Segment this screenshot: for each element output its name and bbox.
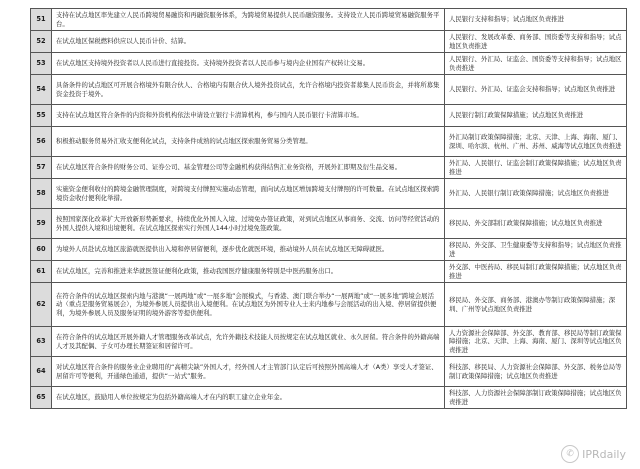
table-row [31, 179, 627, 209]
responsible-departments: 外交部、中医药局、移民局制订政策保障措施；试点地区负责推进 [445, 261, 627, 283]
measure-description: 支持在试点地区符合条件的内资和外资机构依法申请设立银行卡清算机构，参与国内人民币银行卡清算市场。 [52, 105, 445, 127]
policy-table-body [31, 9, 627, 409]
wechat-icon: ✆ [561, 445, 579, 463]
table-row [31, 31, 627, 53]
responsible-departments: 科技部、移民局、人力资源社会保障部、外交部、税务总局等制订政策保障措施；试点地区负责推进 [445, 357, 627, 387]
row-number: 58 [31, 179, 52, 209]
measure-description: 在试点地区，鼓励用人单位按规定为包括外籍高端人才在内的职工建立企业年金。 [52, 387, 445, 409]
watermark-text: IPRdaily [582, 447, 626, 461]
measure-description: 在试点地区，完善和推进来华就医签证便利化政策，推动我国医疗健康服务特别是中医药服务出口。 [52, 261, 445, 283]
measure-description: 积极推动服务贸易外汇收支便利化试点，支持条件成熟的试点地区探索服务贸易分类管理。 [52, 127, 445, 157]
row-number: 53 [31, 53, 52, 75]
measure-description: 在符合条件的试点地区探索内地与港澳“一展两地”或“一展多地”会展模式，与香港、澳门联合举办“一展两地”或“一展多地”跨境会展活动（重点是服务贸易展会），为境外参展人员提供出入境便利。在试点地区为外国专业人士来内地参与会展活动的出入境、停居留提供便利，为境外参展人员及服务证明的境外游客等提供便利。 [52, 283, 445, 327]
responsible-departments: 外汇局制订政策保障措施；北京、天津、上海、海南、厦门、深圳、哈尔滨、杭州、广州、苏州、威海等试点地区负责推进 [445, 127, 627, 157]
responsible-departments: 人民银行、发展改革委、商务部、国资委等支持和指导；试点地区负责推进 [445, 31, 627, 53]
measure-description: 在符合条件的试点地区开展外籍人才管理服务改革试点，允许外籍技术技能人员按规定在试点地区就业、永久居留。符合条件的外籍高端人才及其配偶、子女可办理长期签证和居留许可。 [52, 327, 445, 357]
measure-description: 具备条件的试点地区可开展合格境外有限合伙人、合格境内有限合伙人境外投资试点，允许合格境内投资者募集人民币资金，并将所募集资金投资于境外。 [52, 75, 445, 105]
row-number: 65 [31, 387, 52, 409]
watermark [561, 445, 626, 463]
row-number: 61 [31, 261, 52, 283]
row-number: 60 [31, 239, 52, 261]
responsible-departments: 人民银行、外汇局、证监会支持和指导；试点地区负责推进 [445, 75, 627, 105]
measure-description: 对试点地区符合条件的服务业企业聘用的“高精尖缺”外国人才，经外国人才主管部门认定后可按照外国高端人才（A类）享受人才签证、居留许可等便利，开通绿色通道，提供“一站式”服务。 [52, 357, 445, 387]
responsible-departments: 人民银行、外汇局、证监会、国资委等支持和指导；试点地区负责推进 [445, 53, 627, 75]
measure-description: 在试点地区支持境外投资者以人民币进行直接投资。支持境外投资者以人民币参与境内企业国有产权转让交易。 [52, 53, 445, 75]
responsible-departments: 科技部、人力资源社会保障部制订政策保障措施；试点地区负责推进 [445, 387, 627, 409]
table-row [31, 283, 627, 327]
row-number: 63 [31, 327, 52, 357]
table-row [31, 387, 627, 409]
table-row [31, 327, 627, 357]
measure-description: 在试点地区符合条件的财务公司、证券公司、基金管理公司等金融机构获得结售汇业务资格，开展外汇即期及衍生品交易。 [52, 157, 445, 179]
table-row [31, 9, 627, 31]
measure-description: 实施资金便利收付的跨境金融管理制度，对跨境支付牌照实施动态管理，面向试点地区增加跨境支付牌照的许可数量。在试点地区探索跨境资金收付便利化举措。 [52, 179, 445, 209]
policy-table [30, 8, 627, 409]
table-row [31, 75, 627, 105]
responsible-departments: 人力资源社会保障部、外交部、教育部、移民局等制订政策保障措施；北京、天津、上海、海南、厦门、深圳等试点地区负责推进 [445, 327, 627, 357]
responsible-departments: 移民局、外交部、商务部、港澳办等制订政策保障措施；深圳、广州等试点地区负责推进 [445, 283, 627, 327]
row-number: 51 [31, 9, 52, 31]
row-number: 64 [31, 357, 52, 387]
row-number: 54 [31, 75, 52, 105]
row-number: 55 [31, 105, 52, 127]
responsible-departments: 人民银行支持和指导；试点地区负责推进 [445, 9, 627, 31]
table-row [31, 53, 627, 75]
table-row [31, 261, 627, 283]
row-number: 59 [31, 209, 52, 239]
table-row [31, 157, 627, 179]
row-number: 56 [31, 127, 52, 157]
measure-description: 支持在试点地区率先建立人民币跨境贸易融资和再融资服务体系，为跨境贸易提供人民币融资服务。支持设立人民币跨境贸易融资服务平台。 [52, 9, 445, 31]
responsible-departments: 移民局、外交部、卫生健康委等支持和指导；试点地区负责推进 [445, 239, 627, 261]
measure-description: 按照国家深化改革扩大开放新形势新要求，持续优化外国人入境、过境免办签证政策，对到试点地区从事商务、交流、访问等经贸活动的外国人提供入境和出境便利。在试点地区探索实行外国人144小时过境免签政策。 [52, 209, 445, 239]
responsible-departments: 移民局、外交部制订政策保障措施；试点地区负责推进 [445, 209, 627, 239]
row-number: 52 [31, 31, 52, 53]
row-number: 57 [31, 157, 52, 179]
measure-description: 在试点地区保税燃料供应以人民币计价、结算。 [52, 31, 445, 53]
responsible-departments: 外汇局、人民银行、证监会制订政策保障措施；试点地区负责推进 [445, 157, 627, 179]
table-row [31, 357, 627, 387]
responsible-departments: 外汇局、人民银行制订政策保障措施；试点地区负责推进 [445, 179, 627, 209]
responsible-departments: 人民银行制订政策保障措施；试点地区负责推进 [445, 105, 627, 127]
table-row [31, 209, 627, 239]
table-row [31, 105, 627, 127]
table-row [31, 127, 627, 157]
table-row [31, 239, 627, 261]
row-number: 62 [31, 283, 52, 327]
measure-description: 为境外人员赴试点地区旅游就医提供出入境和停居留便利，逐步优化就医环境，推动境外人员在试点地区无障碍就医。 [52, 239, 445, 261]
